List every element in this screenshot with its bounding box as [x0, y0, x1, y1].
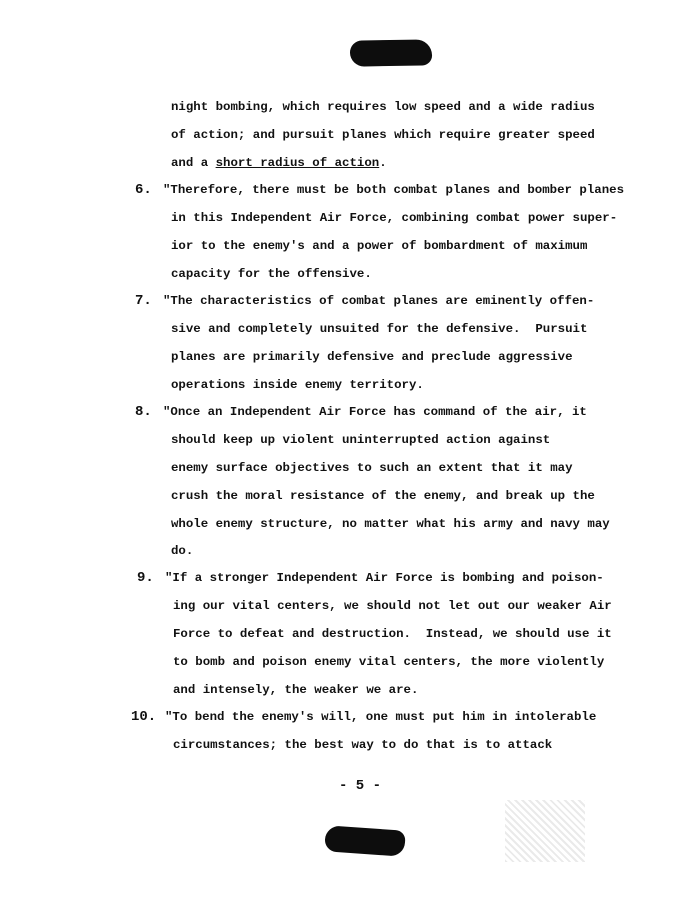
text-line: circumstances; the best way to do that is to attack: [173, 738, 553, 752]
text-line: operations inside enemy territory.: [171, 378, 424, 392]
text-line: "Once an Independent Air Force has command of the air, it: [163, 405, 587, 419]
redaction-mark-top: [350, 39, 432, 66]
text-line: do.: [171, 544, 194, 558]
text-line: "Therefore, there must be both combat planes and bomber planes: [163, 183, 625, 197]
text-line: crush the moral resistance of the enemy, and break up the: [171, 489, 595, 503]
paragraph-number: 8.: [135, 404, 152, 420]
text-line: enemy surface objectives to such an extent that it may: [171, 461, 573, 475]
text-line: night bombing, which requires low speed and a wide radius: [171, 100, 595, 114]
page-number: - 5 -: [339, 778, 382, 794]
paragraph-number: 10.: [131, 709, 157, 725]
faded-stamp: [505, 800, 585, 862]
paragraph-number: 9.: [137, 570, 154, 586]
text-line: whole enemy structure, no matter what his army and navy may: [171, 517, 610, 531]
text-line: planes are primarily defensive and preclude aggressive: [171, 350, 573, 364]
text-line: Force to defeat and destruction. Instead, we should use it: [173, 627, 612, 641]
text-segment: and a: [171, 156, 216, 170]
text-line: ior to the enemy's and a power of bombardment of maximum: [171, 239, 588, 253]
text-line: "To bend the enemy's will, one must put him in intolerable: [165, 710, 597, 724]
underlined-phrase: short radius of action: [215, 156, 380, 170]
text-line: and intensely, the weaker we are.: [173, 683, 419, 697]
paragraph-number: 7.: [135, 293, 152, 309]
text-line: to bomb and poison enemy vital centers, the more violently: [173, 655, 605, 669]
text-line: "The characteristics of combat planes are eminently offen-: [163, 294, 595, 308]
text-line: capacity for the offensive.: [171, 267, 372, 281]
paragraph-number: 6.: [135, 182, 152, 198]
text-line: [171, 155, 387, 171]
text-line: ing our vital centers, we should not let out our weaker Air: [173, 599, 612, 613]
text-line: "If a stronger Independent Air Force is bombing and poison-: [165, 571, 604, 585]
text-line: should keep up violent uninterrupted action against: [171, 433, 551, 447]
text-line: sive and completely unsuited for the defensive. Pursuit: [171, 322, 588, 336]
text-line: in this Independent Air Force, combining combat power super-: [171, 211, 618, 225]
text-segment: .: [379, 156, 387, 170]
text-line: of action; and pursuit planes which require greater speed: [171, 128, 595, 142]
redaction-mark-bottom: [324, 825, 406, 857]
